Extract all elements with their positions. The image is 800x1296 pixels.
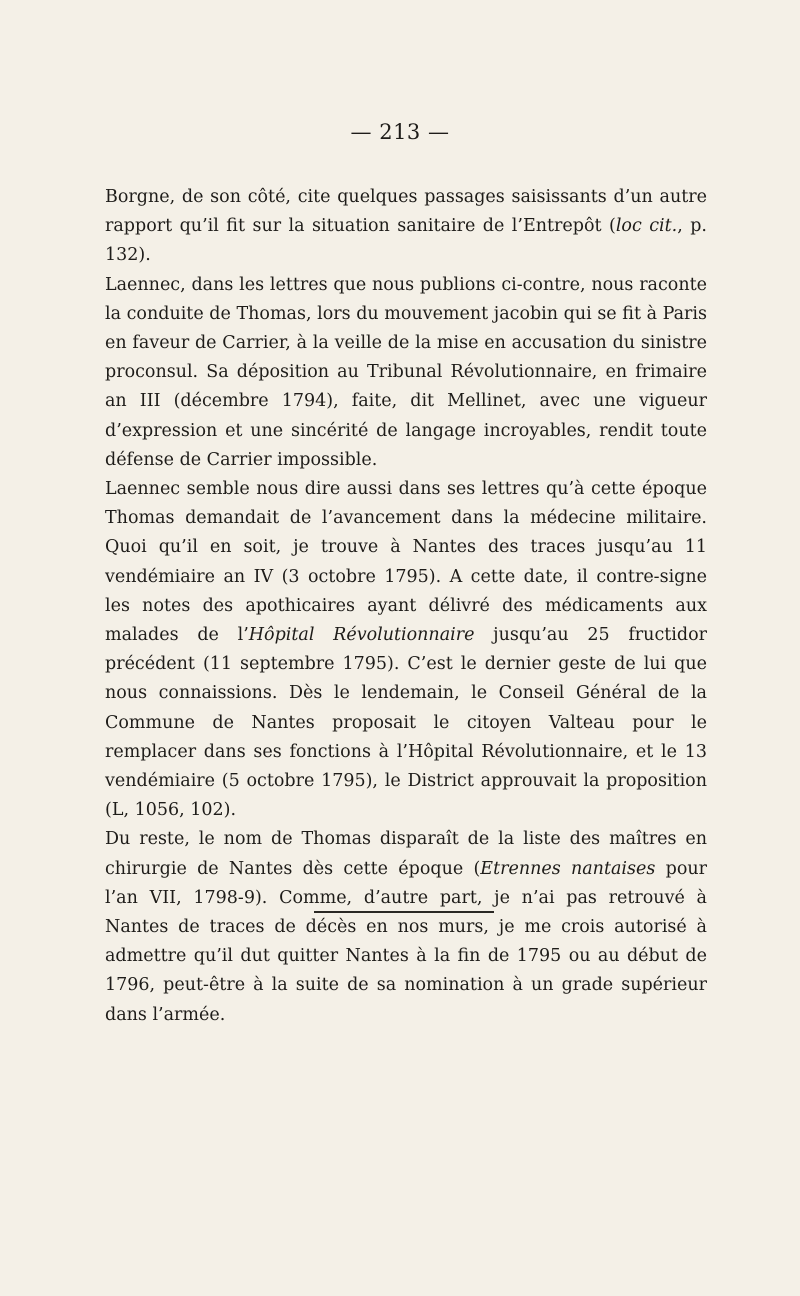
paragraph-1-text-2: , p. 132). xyxy=(105,216,707,266)
paragraph-4 xyxy=(105,825,707,1029)
paragraph-3 xyxy=(105,475,707,825)
paragraph-1-italic-loc-cit: loc cit. xyxy=(615,216,678,237)
paragraph-4-text-2: pour l’an VII, 1798-9). Comme, d’autre part, je n’ai pas retrouvé à Nantes de traces de décès en nos murs, je me crois autorisé à admettre qu’il dut quitter Nantes à la fin de 1795 ou au début de 1796, peut-être à la suite de sa nomination à un grade supérieur dans l’armée. xyxy=(105,858,707,1025)
paragraph-3-italic-hopital: Hôpital Révolutionnaire xyxy=(248,625,475,646)
paragraph-2-text-1: Laennec, dans les lettres que nous publions ci-contre, nous raconte la conduite de Thomas, lors du mouvement jacobin qui se fit à Paris en faveur de Carrier, à la veille de la mise en accusation du sinistre proconsul. Sa déposition au Tribunal Révolutionnaire, en frimaire an III (décembre 1794), faite, dit Mellinet, avec une vigueur d’expression et une sincérité de langage incroyables, rendit toute défense de Carrier impossible. xyxy=(105,274,707,470)
paragraph-3-text-1: Laennec semble nous dire aussi dans ses lettres qu’à cette époque Thomas demandait de l’avancement dans la médecine militaire. Quoi qu’il en soit, je trouve à Nantes des traces jusqu’au 11 vendémiaire an IV (3 octobre 1795). A cette date, il contre-signe les notes des apothicaires ayant délivré des médicaments aux malades de l’ xyxy=(105,479,707,646)
paragraph-4-text-1: Du reste, le nom de Thomas disparaît de la liste des maîtres en chirurgie de Nantes dès cette époque ( xyxy=(105,829,707,879)
page-number: — 213 — xyxy=(350,120,450,144)
body-text xyxy=(105,183,707,1030)
paragraph-1-text-1: Borgne, de son côté, cite quelques passages saisissants d’un autre rapport qu’il fit sur la situation sanitaire de l’Entrepôt ( xyxy=(105,187,707,237)
paragraph-2 xyxy=(105,271,707,475)
paragraph-1 xyxy=(105,183,707,271)
section-divider xyxy=(314,911,494,913)
paragraph-4-italic-etrennes: Etrennes nantaises xyxy=(480,858,656,879)
paragraph-3-text-2: jusqu’au 25 fructidor précédent (11 septembre 1795). C’est le dernier geste de lui que nous connaissions. Dès le lendemain, le Conseil Général de la Commune de Nantes proposait le citoyen Valteau pour le remplacer dans ses fonctions à l’Hôpital Révolutionnaire, et le 13 vendémiaire (5 octobre 1795), le District approuvait la proposition (L, 1056, 102). xyxy=(105,625,707,821)
